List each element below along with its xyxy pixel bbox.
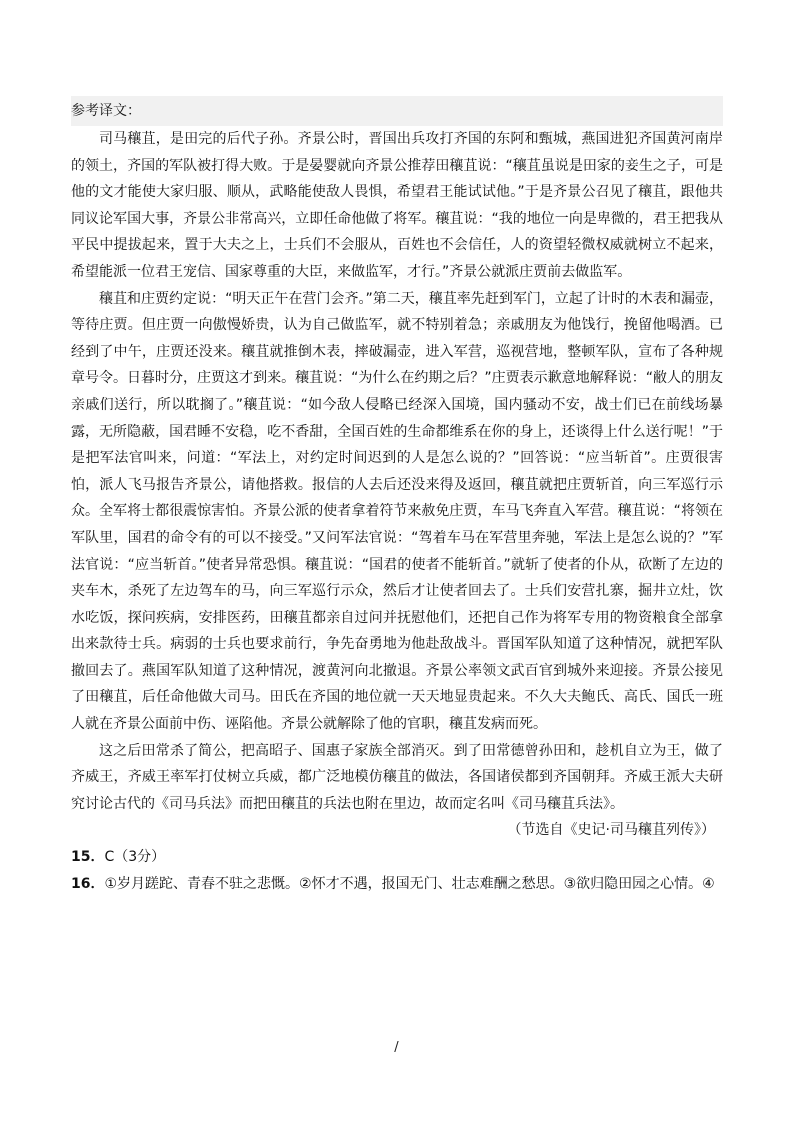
source-citation: （节选自《史记·司马穰苴列传》） — [507, 822, 715, 839]
document-body — [71, 96, 723, 897]
page-number: / — [394, 1040, 399, 1055]
answer-number: 15． — [71, 849, 105, 866]
answer-text: C（3分） — [104, 849, 166, 866]
answer-15 — [71, 844, 723, 871]
translation-paragraph-2: 穰苴和庄贾约定说：“明天正午在营门会齐。”第二天，穰苴率先赶到军门，立起了计时的木表和漏壶，等待庄贾。但庄贾一向傲慢娇贵，认为自己做监军，就不特别着急；亲戚朋友为他饯行，挽留他喝酒。已经到了中午，庄贾还没来。穰苴就推倒木表，摔破漏壶，进入军营，巡视营地，整顿军队，宣布了各种规章号令。日暮时分，庄贾这才到来。穰苴说：“为什么在约期之后？”庄贾表示歉意地解释说：“敝人的朋友亲戚们送行，所以耽搁了。”穰苴说：“如今敌人侵略已经深入国境，国内骚动不安，战士们已在前线场暴露，无所隐蔽，国君睡不安稳，吃不香甜，全国百姓的生命都维系在你的身上，还谈得上什么送行呢！”于是把军法官叫来，问道：“军法上，对约定时间迟到的人是怎么说的？”回答说：“应当斩首”。庄贾很害怕，派人飞马报告齐景公，请他搭救。报信的人去后还没来得及返回，穰苴就把庄贾斩首，向三军巡行示众。全军将士都很震惊害怕。齐景公派的使者拿着符节来赦免庄贾，车马飞奔直入军营。穰苴说：“将领在军队里，国君的命令有的可以不接受。”又问军法官说：“驾着车马在军营里奔驰，军法上是怎么说的？”军法官说：“应当斩首。”使者异常恐惧。穰苴说：“国君的使者不能斩首。”就斩了使者的仆从，砍断了左边的夹车木，杀死了左边驾车的马，向三军巡行示众，然后才让使者回去了。士兵们安营扎寨，掘井立灶，饮水吃饭，探问疾病，安排医药，田穰苴都亲自过问并抚慰他们，还把自己作为将军专用的物资粮食全部拿出来款待士兵。病弱的士兵也要求前行，争先奋勇地为他赴敌战斗。晋国军队知道了这种情况，就把军队撤回去了。燕国军队知道了这种情况，渡黄河向北撤退。齐景公率领文武百官到城外来迎接。齐景公接见了田穰苴，后任命他做大司马。田氏在齐国的地位就一天天地显贵起来。不久大夫鲍氏、高氏、国氏一班人就在齐景公面前中伤、诬陷他。齐景公就解除了他的官职，穰苴发病而死。 — [71, 290, 723, 733]
answer-number: 16． — [71, 875, 105, 892]
section-heading: 参考译文： — [71, 96, 723, 126]
translation-paragraph-3: 这之后田常杀了简公，把高昭子、国惠子家族全部消灭。到了田常德曾孙田和，趁机自立为王，做了齐威王，齐威王率军打仗树立兵威，都广泛地模仿穰苴的做法，各国诸侯都到齐国朝拜。齐威王派大夫研究讨论古代的《司马兵法》而把田穰苴的兵法也附在里边，故而定名叫《司马穰苴兵法》。 — [71, 742, 723, 812]
answer-16 — [71, 871, 723, 898]
answer-text: ①岁月蹉跎、青春不驻之悲慨。②怀才不遇，报国无门、壮志难酬之愁思。③欲归隐田园之心情。④ — [104, 875, 715, 892]
translation-paragraph-1: 司马穰苴，是田完的后代子孙。齐景公时，晋国出兵攻打齐国的东阿和甄城，燕国进犯齐国黄河南岸的领土，齐国的军队被打得大败。于是晏婴就向齐景公推荐田穰苴说：“穰苴虽说是田家的妾生之子，可是他的文才能使大家归服、顺从，武略能使敌人畏惧，希望君王能试试他。”于是齐景公召见了穰苴，跟他共同议论军国大事，齐景公非常高兴，立即任命他做了将军。穰苴说：“我的地位一向是卑微的，君王把我从平民中提拔起来，置于大夫之上，士兵们不会服从，百姓也不会信任，人的资望轻微权威就树立不起来，希望能派一位君王宠信、国家尊重的大臣，来做监军，才行。”齐景公就派庄贾前去做监军。 — [71, 131, 723, 280]
